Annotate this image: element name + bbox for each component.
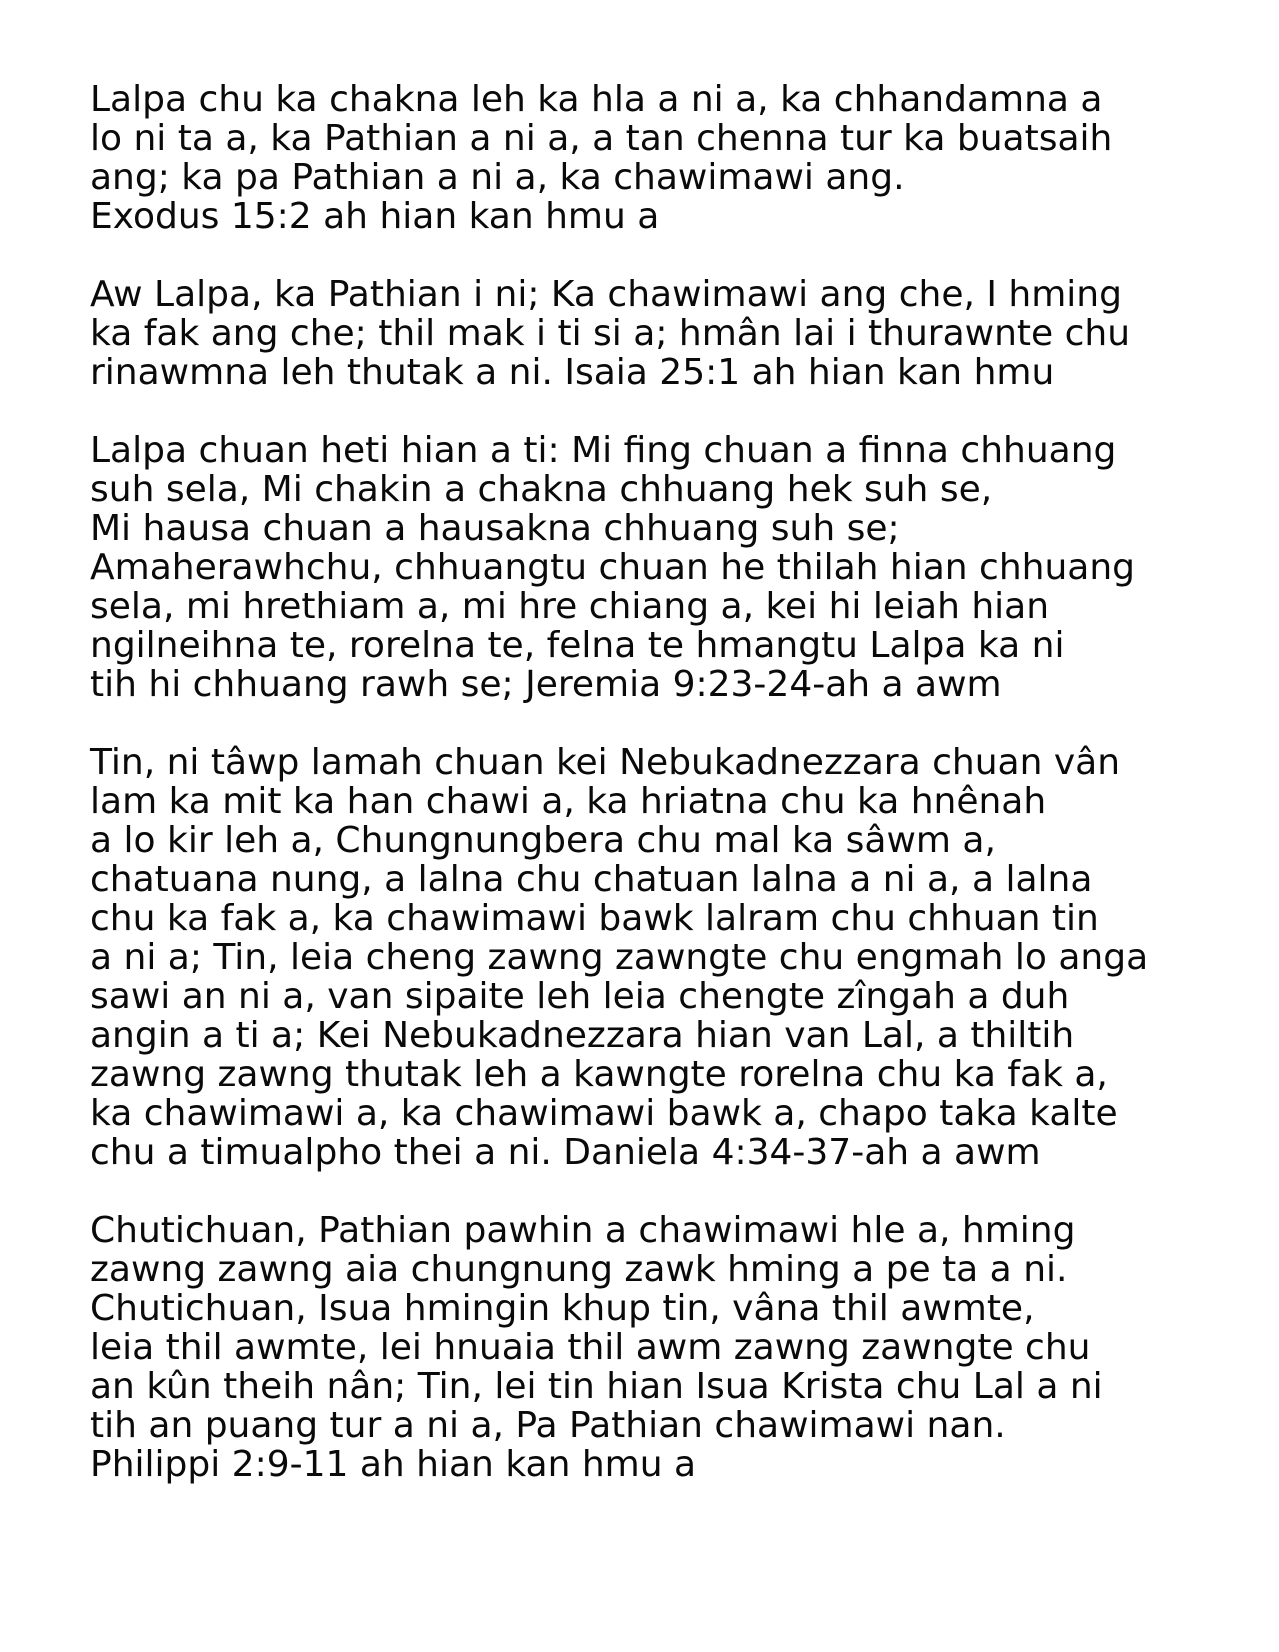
text-line: lam ka mit ka han chawi a, ka hriatna chu ka hnênah xyxy=(90,781,1047,822)
text-line: chu a timualpho thei a ni. Daniela 4:34-37-ah a awm xyxy=(90,1132,1041,1173)
text-line: Exodus 15:2 ah hian kan hmu a xyxy=(90,196,660,237)
text-line: Lalpa chuan heti hian a ti: Mi fing chuan a finna chhuang xyxy=(90,430,1117,471)
text-line: ka fak ang che; thil mak i ti si a; hmân lai i thurawnte chu xyxy=(90,313,1131,354)
text-line: Mi hausa chuan a hausakna chhuang suh se; xyxy=(90,508,900,549)
text-line: ngilneihna te, rorelna te, felna te hmangtu Lalpa ka ni xyxy=(90,625,1065,666)
text-line: chu ka fak a, ka chawimawi bawk lalram chu chhuan tin xyxy=(90,898,1099,939)
text-line: leia thil awmte, lei hnuaia thil awm zawng zawngte chu xyxy=(90,1327,1091,1368)
text-line: suh sela, Mi chakin a chakna chhuang hek suh se, xyxy=(90,469,993,510)
text-line: sela, mi hrethiam a, mi hre chiang a, kei hi leiah hian xyxy=(90,586,1050,627)
text-line: Tin, ni tâwp lamah chuan kei Nebukadnezzara chuan vân xyxy=(90,742,1121,783)
text-line: chatuana nung, a lalna chu chatuan lalna a ni a, a lalna xyxy=(90,859,1093,900)
paragraph-philippi xyxy=(90,1211,1250,1484)
text-line: Lalpa chu ka chakna leh ka hla a ni a, ka chhandamna a xyxy=(90,79,1103,120)
text-line: Aw Lalpa, ka Pathian i ni; Ka chawimawi ang che, I hming xyxy=(90,274,1122,315)
text-line: Chutichuan, Isua hmingin khup tin, vâna thil awmte, xyxy=(90,1288,1035,1329)
paragraph-isaia xyxy=(90,275,1250,392)
text-line: a lo kir leh a, Chungnungbera chu mal ka sâwm a, xyxy=(90,820,996,861)
paragraph-jeremia xyxy=(90,431,1250,704)
text-line: zawng zawng thutak leh a kawngte rorelna chu ka fak a, xyxy=(90,1054,1108,1095)
text-line: an kûn theih nân; Tin, lei tin hian Isua Krista chu Lal a ni xyxy=(90,1366,1103,1407)
text-line: tih hi chhuang rawh se; Jeremia 9:23-24-ah a awm xyxy=(90,664,1002,705)
text-line: angin a ti a; Kei Nebukadnezzara hian van Lal, a thiltih xyxy=(90,1015,1075,1056)
text-line: sawi an ni a, van sipaite leh leia chengte zîngah a duh xyxy=(90,976,1070,1017)
text-line: rinawmna leh thutak a ni. Isaia 25:1 ah hian kan hmu xyxy=(90,352,1055,393)
text-line: a ni a; Tin, leia cheng zawng zawngte chu engmah lo anga xyxy=(90,937,1149,978)
document-page xyxy=(90,80,1250,1523)
text-line: ang; ka pa Pathian a ni a, ka chawimawi ang. xyxy=(90,157,905,198)
text-line: Philippi 2:9-11 ah hian kan hmu a xyxy=(90,1444,697,1485)
text-line: tih an puang tur a ni a, Pa Pathian chawimawi nan. xyxy=(90,1405,1006,1446)
text-line: Chutichuan, Pathian pawhin a chawimawi hle a, hming xyxy=(90,1210,1076,1251)
text-line: Amaherawhchu, chhuangtu chuan he thilah hian chhuang xyxy=(90,547,1136,588)
paragraph-daniela xyxy=(90,743,1250,1172)
text-line: lo ni ta a, ka Pathian a ni a, a tan chenna tur ka buatsaih xyxy=(90,118,1113,159)
text-line: zawng zawng aia chungnung zawk hming a pe ta a ni. xyxy=(90,1249,1068,1290)
text-line: ka chawimawi a, ka chawimawi bawk a, chapo taka kalte xyxy=(90,1093,1118,1134)
paragraph-exodus xyxy=(90,80,1250,236)
